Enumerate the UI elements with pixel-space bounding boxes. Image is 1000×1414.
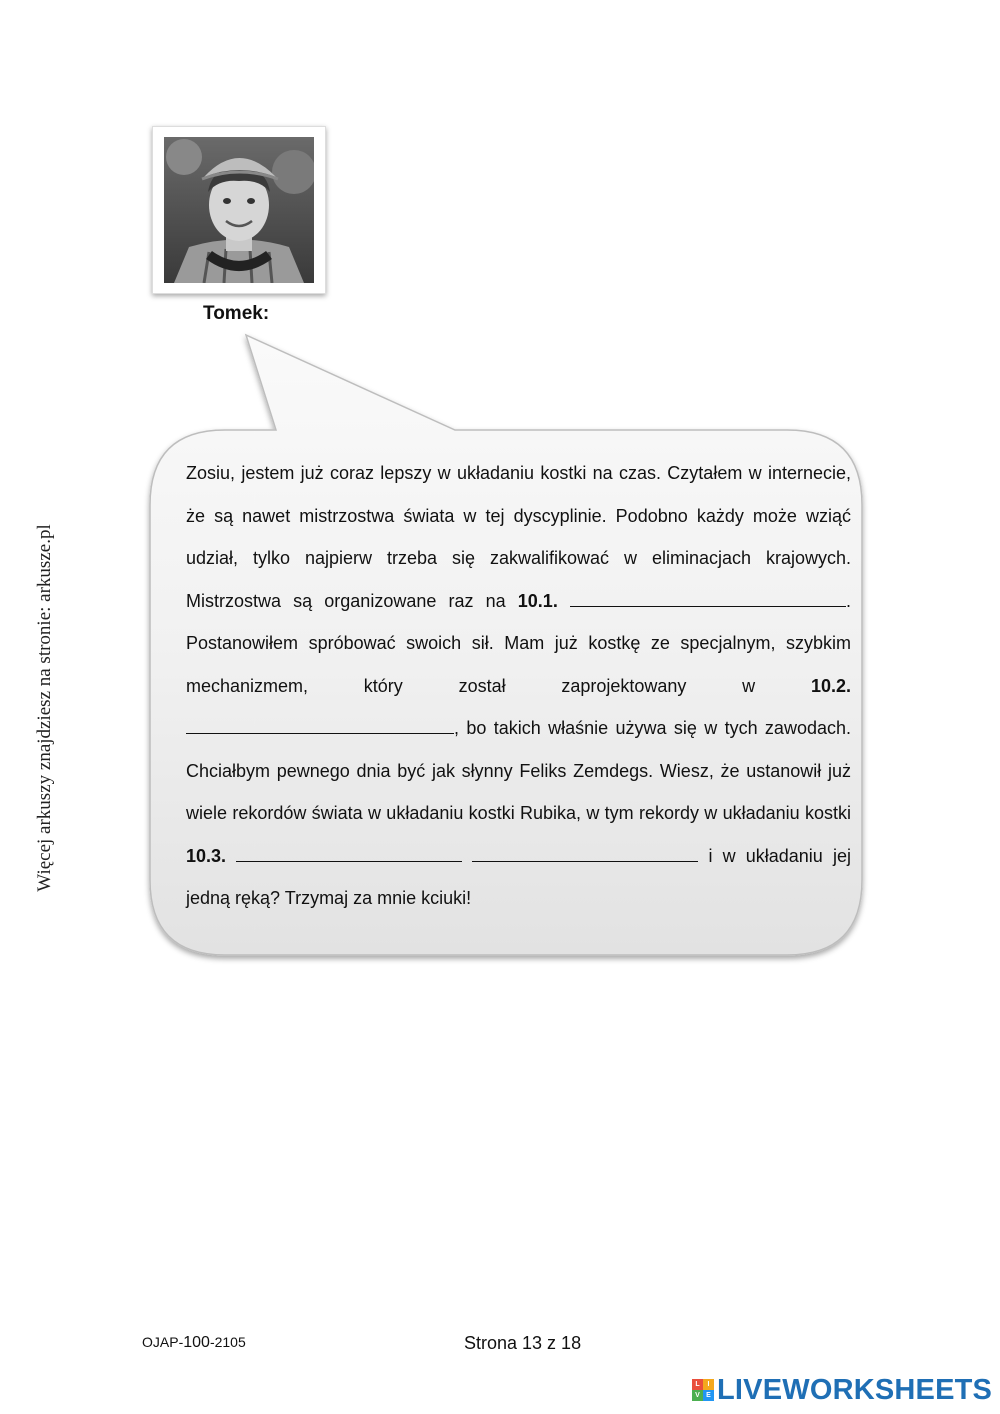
exam-code-mid: 100 xyxy=(183,1334,210,1351)
exam-code xyxy=(142,1334,246,1352)
answer-gap-10-1[interactable] xyxy=(570,592,846,607)
logo-letter-l: L xyxy=(692,1379,703,1390)
brand-name: LIVEWORKSHEETS xyxy=(717,1373,993,1406)
gap-label-10-1: 10.1. xyxy=(517,590,558,611)
exam-code-suffix: -2105 xyxy=(209,1334,246,1350)
bubble-intro: Zosiu, jestem już coraz lepszy w układaniu kostki na czas. Czytałem w internecie, że są nawet mistrzostwa świata w tej dyscyplinie. Podobno każdy może wziąć udział, tylko najpierw trzeba się zakwalifikować w eliminacjach krajowych. Mistrzostwa są organizowane raz na xyxy=(186,463,851,611)
bubble-text xyxy=(186,452,851,920)
bubble-after-gap3: i w układaniu jej jedną ręką? Trzymaj za mnie kciuki! xyxy=(186,845,851,908)
bubble-after-gap2: , bo takich właśnie używa się w tych zawodach. Chciałbym pewnego dnia być jak słynny Feliks Zemdegs. Wiesz, że ustanowił już wiele rekordów świata w układaniu kostki Rubika, w tym rekordy w układaniu kostki xyxy=(186,718,851,823)
answer-gap-10-3b[interactable] xyxy=(472,847,698,862)
logo-letter-e: E xyxy=(703,1390,714,1401)
gap-label-10-3: 10.3. xyxy=(186,845,227,866)
answer-gap-10-2[interactable] xyxy=(186,719,454,734)
bubble-after-gap1: . Postanowiłem spróbować swoich sił. Mam już kostkę ze specjalnym, szybkim mechanizmem, który został zaprojektowany w xyxy=(186,590,851,696)
logo-letter-v: V xyxy=(692,1390,703,1401)
liveworksheets-logo-icon xyxy=(692,1379,714,1401)
exam-code-prefix: OJAP- xyxy=(142,1334,184,1350)
gap-label-10-2: 10.2. xyxy=(810,675,851,696)
logo-letter-i: I xyxy=(703,1379,714,1390)
page-number: Strona 13 z 18 xyxy=(464,1333,582,1353)
side-note: Więcej arkuszy znajdziesz na stronie: arkusze.pl xyxy=(34,524,55,892)
brand[interactable] xyxy=(692,1374,992,1406)
speaker-name: Tomek: xyxy=(203,303,270,324)
answer-gap-10-3a[interactable] xyxy=(236,847,462,862)
